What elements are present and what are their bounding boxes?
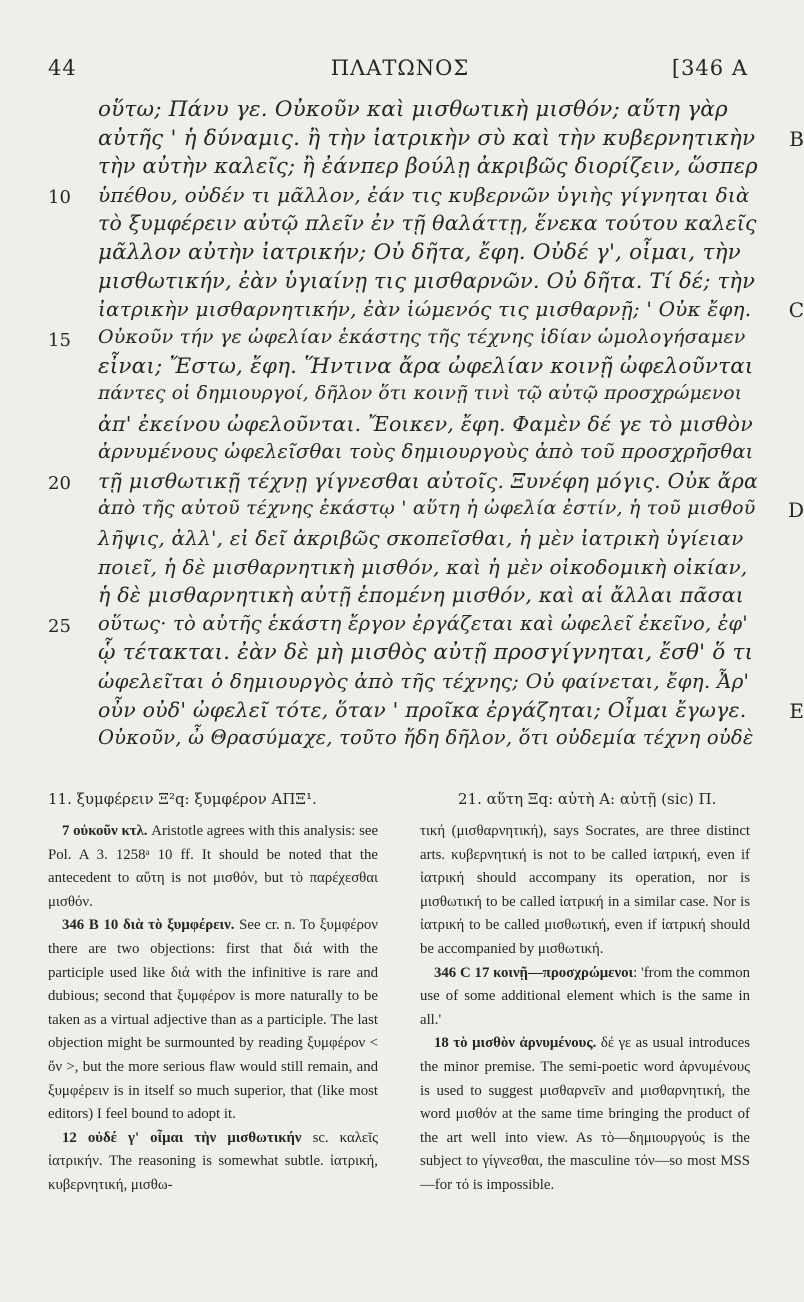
stephanus-marker: B bbox=[789, 126, 804, 151]
line-text: οὖν οὐδ' ὠφελεῖ τότε, ὅταν ' προῖκα ἐργάζηται; Οἶμαι ἔγωγε. bbox=[98, 697, 747, 722]
apparatus-entry: 11. ξυμφέρειν Ξ²q: ξυμφέρον ΑΠΞ¹. bbox=[48, 790, 317, 808]
line-text: εἶναι; Ἔστω, ἔφη. Ἥντινα ἄρα ὠφελίαν κοινῇ ὠφελοῦνται bbox=[98, 354, 754, 380]
commentary-right-column bbox=[420, 820, 750, 1198]
commentary-note bbox=[420, 820, 750, 962]
line-number: 15 bbox=[48, 329, 71, 351]
line-text: λῆψις, ἀλλ', εἰ δεῖ ἀκριβῶς σκοπεῖσθαι, ἡ μὲν ἰατρικὴ ὑγίειαν bbox=[98, 526, 744, 550]
running-title: ΠΛΑΤΩΝΟΣ bbox=[330, 56, 470, 80]
line-text: ὑπέθου, οὐδέν τι μᾶλλον, ἐάν τις κυβερνῶν ὑγιὴς γίγνηται διὰ bbox=[98, 182, 750, 207]
line-text: ποιεῖ, ἡ δὲ μισθαρνητικὴ μισθόν, καὶ ἡ μὲν οἰκοδομικὴ οἰκίαν, bbox=[98, 554, 748, 579]
line-text: οὕτως· τὸ αὑτῆς ἑκάστη ἔργον ἐργάζεται καὶ ὠφελεῖ ἐκεῖνο, ἐφ' bbox=[98, 611, 748, 635]
line-text: ἰατρικὴν μισθαρνητικήν, ἐὰν ἰώμενός τις μισθαρνῇ; ' Οὐκ ἔφη. bbox=[98, 297, 752, 322]
page-number: 44 bbox=[48, 56, 77, 80]
apparatus-entry: 21. αὕτη Ξq: αὐτὴ Α: αὐτῇ (sic) Π. bbox=[458, 790, 717, 808]
note-text: Aristotle agrees with this analysis: see Pol. A 3. 1258ᵃ 10 ff. It should be noted that the antecedent to αὕτη is not μισθόν, but τὸ παρέχεσθαι μισθόν. bbox=[48, 823, 379, 910]
commentary-note bbox=[48, 820, 378, 914]
commentary-note bbox=[48, 1127, 378, 1198]
note-lemma: 7 οὐκοῦν κτλ. bbox=[62, 823, 148, 839]
line-number: 10 bbox=[48, 186, 71, 208]
commentary-note bbox=[48, 914, 378, 1126]
commentary-left-column bbox=[48, 820, 378, 1198]
line-text: Οὐκοῦν τήν γε ὠφελίαν ἑκάστης τῆς τέχνης ἰδίαν ὡμολογήσαμεν bbox=[98, 325, 746, 348]
line-number: 25 bbox=[48, 615, 71, 637]
line-text: ἀπ' ἐκείνου ὠφελοῦνται. Ἔοικεν, ἔφη. Φαμὲν δέ γε τὸ μισθὸν bbox=[98, 411, 753, 436]
line-text: ἀπὸ τῆς αὐτοῦ τέχνης ἑκάστῳ ' αὕτη ἡ ὠφελία ἐστίν, ἡ τοῦ μισθοῦ bbox=[98, 497, 756, 520]
stephanus-marker: E bbox=[789, 698, 804, 723]
note-lemma: 346 C 17 κοινῇ—προσχρώμενοι bbox=[434, 964, 634, 981]
line-text: ᾧ τέτακται. ἐὰν δὲ μὴ μισθὸς αὐτῇ προσγίγνηται, ἔσθ' ὅ τι bbox=[98, 640, 754, 666]
line-text: πάντες οἱ δημιουργοί, δῆλον ὅτι κοινῇ τινὶ τῷ αὐτῷ προσχρώμενοι bbox=[98, 383, 743, 404]
line-text: τὸ ξυμφέρειν αὐτῷ πλεῖν ἐν τῇ θαλάττῃ, ἕνεκα τούτου καλεῖς bbox=[98, 211, 757, 236]
stephanus-marker: C bbox=[788, 298, 804, 323]
note-text: See cr. n. To ξυμφέρον there are two objections: first that διά with the participle used like διά with the infinitive is rare and dubious; second that ξυμφέρον is more naturally to be taken as a virtual adjective than as a participle. The last objection might be surmounted by reading ξυμφέρον < ὄν >, but the more serious flaw would still remain, and ξυμφέρειν is in itself so much superior, that (like most editors) I feel bound to adopt it. bbox=[48, 917, 378, 1123]
note-lemma: 18 τὸ μισθὸν ἀρνυμένους. bbox=[434, 1035, 597, 1052]
commentary-note bbox=[420, 1032, 750, 1197]
section-marker: [346 A bbox=[671, 56, 748, 80]
commentary-note bbox=[420, 962, 750, 1033]
line-text: μᾶλλον αὐτὴν ἰατρικήν; Οὐ δῆτα, ἔφη. Οὐδέ γ', οἶμαι, τὴν bbox=[98, 240, 741, 265]
note-text: : 'from the common use of some additional element which is the same in all.' bbox=[420, 964, 750, 1028]
line-text: ἀρνυμένους ὠφελεῖσθαι τοὺς δημιουργοὺς ἀπὸ τοῦ προσχρῆσθαι bbox=[98, 440, 754, 464]
line-text: τῇ μισθωτικῇ τέχνῃ γίγνεσθαι αὐτοῖς. Ξυνέφη μόγις. Οὐκ ἄρα bbox=[98, 468, 759, 493]
line-text: οὕτω; Πάνυ γε. Οὐκοῦν καὶ μισθωτικὴ μισθόν; αὕτη γὰρ bbox=[98, 97, 728, 122]
line-text: τὴν αὐτὴν καλεῖς; ἢ ἐάνπερ βούλῃ ἀκριβῶς διορίζειν, ὥσπερ bbox=[98, 154, 758, 179]
note-text: δέ γε as usual introduces the minor premise. The semi-poetic word ἀρνυμένους is used to suggest μισθαρνεῖν and μισθαρνητική, the word μισθόν at the same time bringing the product of the art well into view. As τὸ—δημιουργούς is the subject to γίγνεσθαι, the masculine τόν—so most MSS—for τό is impossible. bbox=[420, 1035, 750, 1193]
note-lemma: 12 οὐδέ γ' οἶμαι τὴν μισθωτικήν bbox=[62, 1129, 302, 1146]
line-text: μισθωτικήν, ἐὰν ὑγιαίνῃ τις μισθαρνῶν. Οὐ δῆτα. Τί δέ; τὴν bbox=[98, 268, 756, 293]
note-text: τική (μισθαρνητική), says Socrates, are three distinct arts. κυβερνητική is not to be called ἰατρική, even if ἰατρική should accompany its operation, nor is μισθωτική to be called ἰατρική in a similar case. Nor is ἰατρική to be called μισθωτική, even if ἰατρική should be accompanied by μισθωτική. bbox=[420, 823, 750, 957]
line-number: 20 bbox=[48, 472, 71, 494]
stephanus-marker: D bbox=[787, 498, 804, 523]
text-line bbox=[98, 723, 758, 759]
line-text: ἡ δὲ μισθαρνητικὴ αὐτῇ ἑπομένη μισθόν, καὶ αἱ ἄλλαι πᾶσαι bbox=[98, 583, 745, 608]
line-text: αὐτῆς ' ἡ δύναμις. ἢ τὴν ἰατρικὴν σὺ καὶ τὴν κυβερνητικὴν bbox=[98, 125, 756, 151]
line-text: ὠφελεῖται ὁ δημιουργὸς ἀπὸ τῆς τέχνης; Οὐ φαίνεται, ἔφη. Ἆρ' bbox=[98, 669, 750, 693]
note-text: sc. καλεῖς ἰατρικήν. The reasoning is somewhat subtle. ἰατρική, κυβερνητική, μισθω- bbox=[48, 1129, 378, 1193]
line-text: Οὐκοῦν, ὦ Θρασύμαχε, τοῦτο ἤδη δῆλον, ὅτι οὐδεμία τέχνη οὐδὲ bbox=[98, 726, 754, 750]
note-lemma: 346 B 10 διὰ τὸ ξυμφέρειν. bbox=[62, 917, 235, 934]
